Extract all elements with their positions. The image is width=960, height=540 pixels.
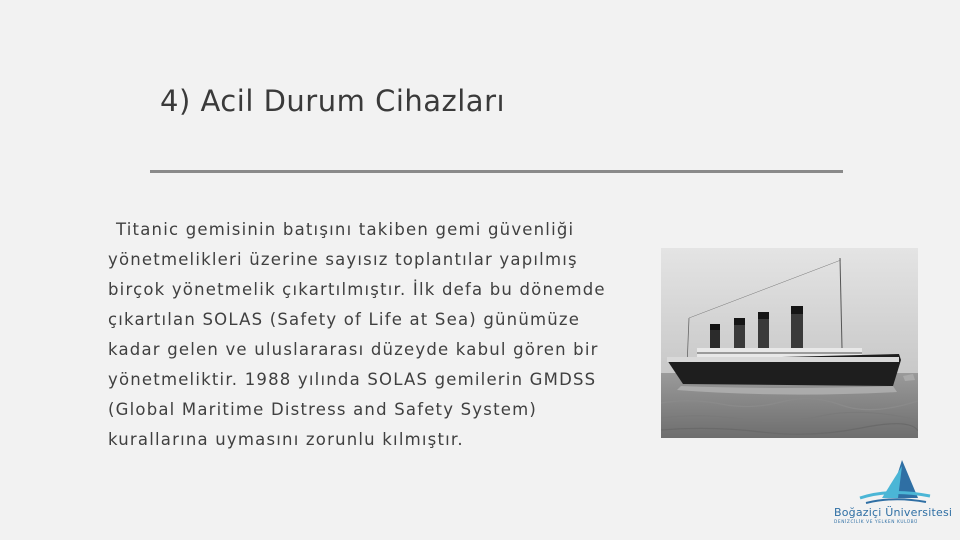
slide-title: 4) Acil Durum Cihazları bbox=[160, 84, 506, 118]
body-line: yönetmeliktir. 1988 yılında SOLAS gemilerin GMDSS bbox=[108, 370, 597, 389]
club-logo bbox=[830, 458, 953, 530]
body-paragraph bbox=[108, 215, 668, 455]
ship-image bbox=[661, 248, 918, 438]
body-line: birçok yönetmelik çıkartılmıştır. İlk defa bu dönemde bbox=[108, 280, 606, 299]
logo-subtitle: DENİZCİLİK VE YELKEN KULÜBÜ bbox=[834, 520, 918, 525]
body-line: yönetmelikleri üzerine sayısız toplantılar yapılmış bbox=[108, 250, 578, 269]
body-line: kadar gelen ve uluslararası düzeyde kabul gören bir bbox=[108, 340, 599, 359]
body-line: (Global Maritime Distress and Safety System) bbox=[108, 400, 537, 419]
titanic-photo bbox=[661, 248, 918, 438]
body-line: kurallarına uymasını zorunlu kılmıştır. bbox=[108, 430, 464, 449]
body-line: Titanic gemisinin batışını takiben gemi güvenliği bbox=[116, 220, 575, 239]
title-divider bbox=[150, 170, 843, 173]
sail-icon bbox=[830, 458, 948, 508]
logo-name: Boğaziçi Üniversitesi bbox=[834, 506, 953, 519]
body-line: çıkartılan SOLAS (Safety of Life at Sea) günümüze bbox=[108, 310, 581, 329]
